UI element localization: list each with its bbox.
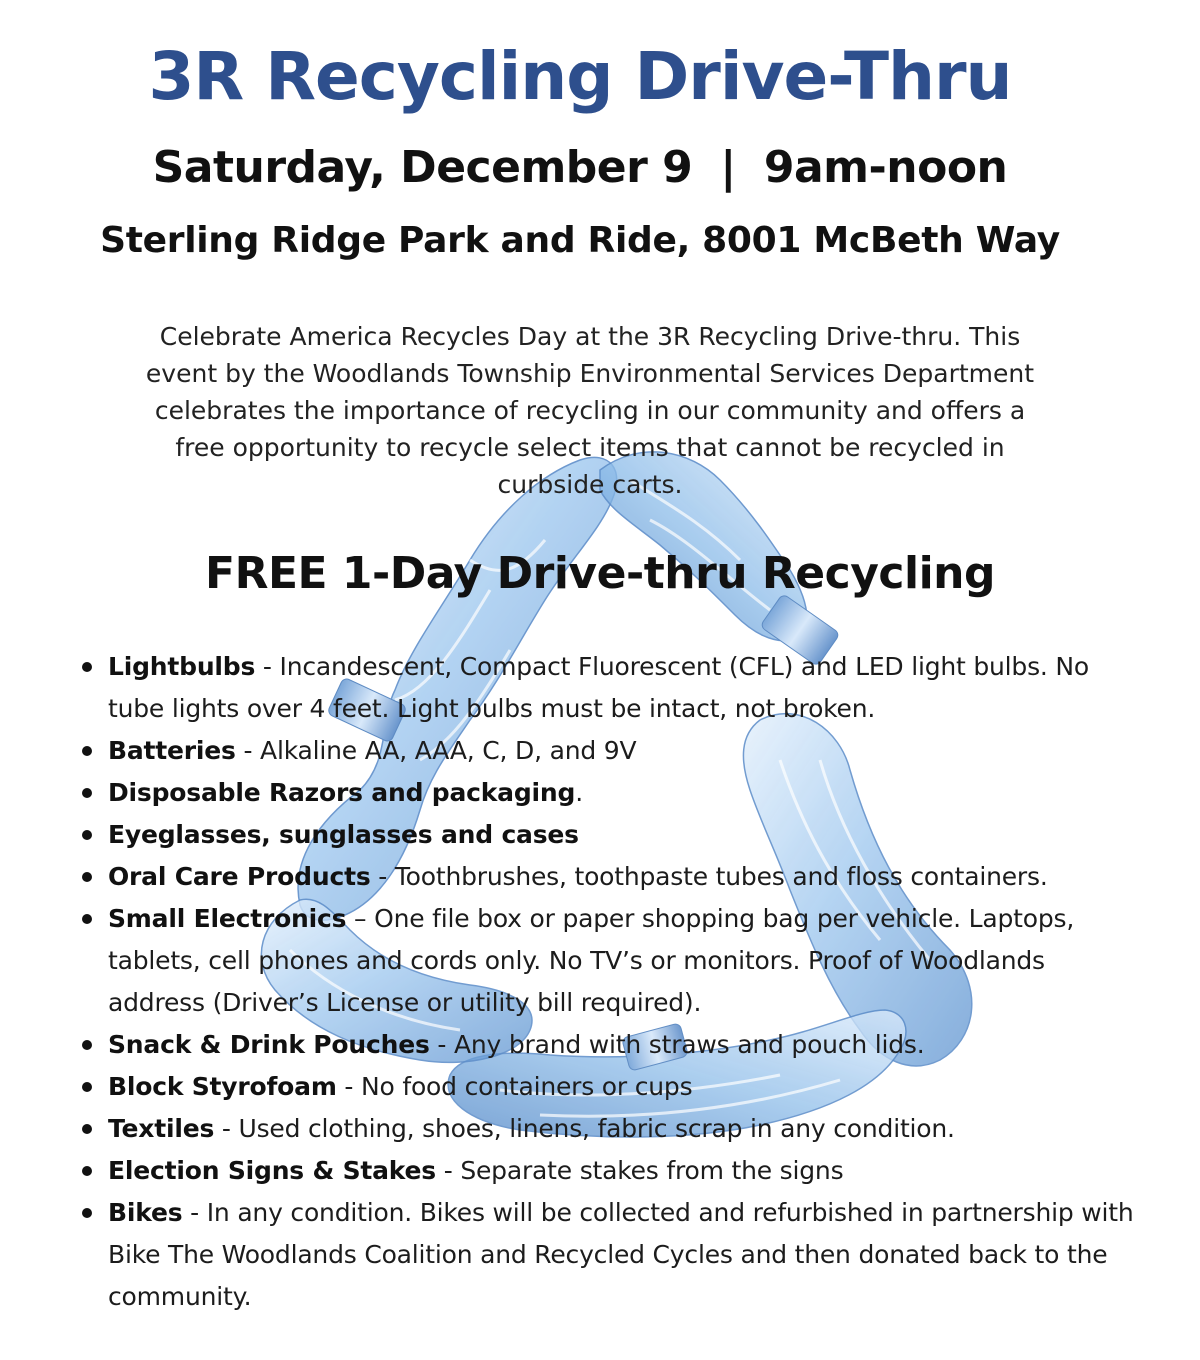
item-term: Small Electronics bbox=[108, 904, 347, 933]
item-separator: - bbox=[182, 1198, 207, 1227]
item-separator: - bbox=[214, 1114, 239, 1143]
list-item bbox=[80, 646, 1140, 730]
bullet-icon bbox=[82, 830, 92, 840]
intro-line: Celebrate America Recycles Day at the 3R Recycling Drive-thru. This bbox=[159, 322, 1021, 351]
recyclable-items-list bbox=[80, 646, 1140, 1318]
intro-line: event by the Woodlands Township Environmental Services Department bbox=[145, 359, 1035, 388]
item-separator: - bbox=[429, 1030, 454, 1059]
item-term: Eyeglasses, sunglasses and cases bbox=[108, 820, 579, 849]
date-time-separator: | bbox=[720, 142, 736, 193]
list-item bbox=[80, 1108, 1140, 1150]
event-description bbox=[110, 318, 1070, 503]
item-term: Batteries bbox=[108, 736, 236, 765]
event-location: Sterling Ridge Park and Ride, 8001 McBeth Way bbox=[100, 220, 1060, 261]
item-description: One file box or paper shopping bag per vehicle. Laptops, tablets, cell phones and cords only. No TV’s or monitors. Proof of Woodlands address (Driver’s License or utility bill required). bbox=[108, 904, 1075, 1017]
bullet-icon bbox=[82, 1166, 92, 1176]
item-description: Used clothing, shoes, linens, fabric scrap in any condition. bbox=[238, 1114, 955, 1143]
bullet-icon bbox=[82, 1082, 92, 1092]
event-date: Saturday, December 9 bbox=[152, 142, 693, 193]
event-date-time bbox=[0, 142, 1160, 193]
bullet-icon bbox=[82, 662, 92, 672]
item-separator: - bbox=[336, 1072, 362, 1101]
section-heading: FREE 1-Day Drive-thru Recycling bbox=[205, 548, 995, 599]
item-separator: - bbox=[235, 736, 261, 765]
item-term: Block Styrofoam bbox=[108, 1072, 337, 1101]
bullet-icon bbox=[82, 788, 92, 798]
item-term: Election Signs & Stakes bbox=[108, 1156, 436, 1185]
item-description: Separate stakes from the signs bbox=[460, 1156, 844, 1185]
item-description: Incandescent, Compact Fluorescent (CFL) and LED light bulbs. No tube lights over 4 feet. Light bulbs must be intact, not broken. bbox=[108, 652, 1090, 723]
list-item bbox=[80, 1192, 1140, 1318]
bullet-icon bbox=[82, 914, 92, 924]
intro-line: curbside carts. bbox=[497, 470, 683, 499]
intro-line: celebrates the importance of recycling in our community and offers a bbox=[154, 396, 1026, 425]
item-description: . bbox=[575, 778, 583, 807]
item-term: Textiles bbox=[108, 1114, 215, 1143]
event-time: 9am-noon bbox=[763, 142, 1008, 193]
event-title: 3R Recycling Drive-Thru bbox=[148, 38, 1012, 115]
item-term: Disposable Razors and packaging bbox=[108, 778, 576, 807]
item-term: Snack & Drink Pouches bbox=[108, 1030, 430, 1059]
list-item bbox=[80, 898, 1140, 1024]
list-item bbox=[80, 772, 1140, 814]
list-item bbox=[80, 1066, 1140, 1108]
item-term: Oral Care Products bbox=[108, 862, 371, 891]
list-item bbox=[80, 1150, 1140, 1192]
intro-line: free opportunity to recycle select items that cannot be recycled in bbox=[175, 433, 1005, 462]
item-term: Bikes bbox=[108, 1198, 183, 1227]
item-separator: – bbox=[346, 904, 375, 933]
item-description: Alkaline AA, AAA, C, D, and 9V bbox=[260, 736, 637, 765]
item-description: Any brand with straws and pouch lids. bbox=[453, 1030, 925, 1059]
list-item bbox=[80, 1024, 1140, 1066]
item-description: Toothbrushes, toothpaste tubes and floss containers. bbox=[394, 862, 1048, 891]
item-term: Lightbulbs bbox=[108, 652, 256, 681]
bullet-icon bbox=[82, 1208, 92, 1218]
item-description: In any condition. Bikes will be collected and refurbished in partnership with Bike The Woodlands Coalition and Recycled Cycles and then donated back to the community. bbox=[108, 1198, 1134, 1311]
bullet-icon bbox=[82, 1124, 92, 1134]
list-item bbox=[80, 814, 1140, 856]
list-item bbox=[80, 730, 1140, 772]
item-separator: - bbox=[255, 652, 280, 681]
item-separator: - bbox=[370, 862, 395, 891]
list-item bbox=[80, 856, 1140, 898]
item-description: No food containers or cups bbox=[361, 1072, 693, 1101]
item-separator: - bbox=[436, 1156, 461, 1185]
bullet-icon bbox=[82, 746, 92, 756]
bullet-icon bbox=[82, 872, 92, 882]
bullet-icon bbox=[82, 1040, 92, 1050]
